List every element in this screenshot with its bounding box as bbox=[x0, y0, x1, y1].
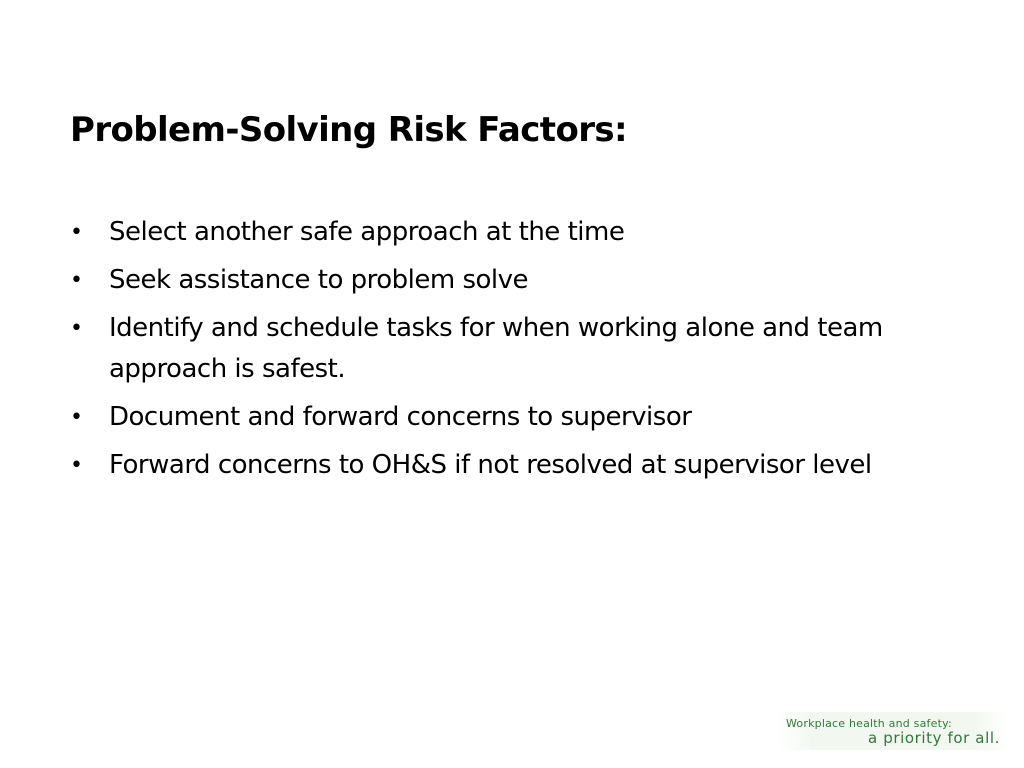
bullet-text: Document and forward concerns to supervisor bbox=[109, 402, 692, 432]
bullet-marker: • bbox=[70, 405, 83, 430]
bullet-list bbox=[70, 212, 980, 493]
bullet-item bbox=[70, 397, 980, 438]
bullet-item bbox=[70, 260, 980, 301]
bullet-text: Forward concerns to OH&S if not resolved at supervisor level bbox=[109, 450, 872, 480]
bullet-text: Seek assistance to problem solve bbox=[109, 265, 529, 295]
bullet-item bbox=[70, 212, 980, 253]
workplace-safety-logo bbox=[778, 712, 1008, 750]
logo-slogan: a priority for all. bbox=[868, 729, 1000, 747]
bullet-item bbox=[70, 308, 980, 390]
bullet-text: Select another safe approach at the time bbox=[109, 217, 625, 247]
bullet-marker: • bbox=[70, 220, 83, 245]
bullet-text: Identify and schedule tasks for when working alone and team approach is safest. bbox=[109, 313, 883, 384]
bullet-marker: • bbox=[70, 316, 83, 341]
bullet-marker: • bbox=[70, 453, 83, 478]
slide-title: Problem-Solving Risk Factors: bbox=[70, 110, 627, 150]
bullet-marker: • bbox=[70, 268, 83, 293]
logo-tagline: Workplace health and safety: bbox=[786, 717, 952, 730]
bullet-item bbox=[70, 445, 980, 486]
